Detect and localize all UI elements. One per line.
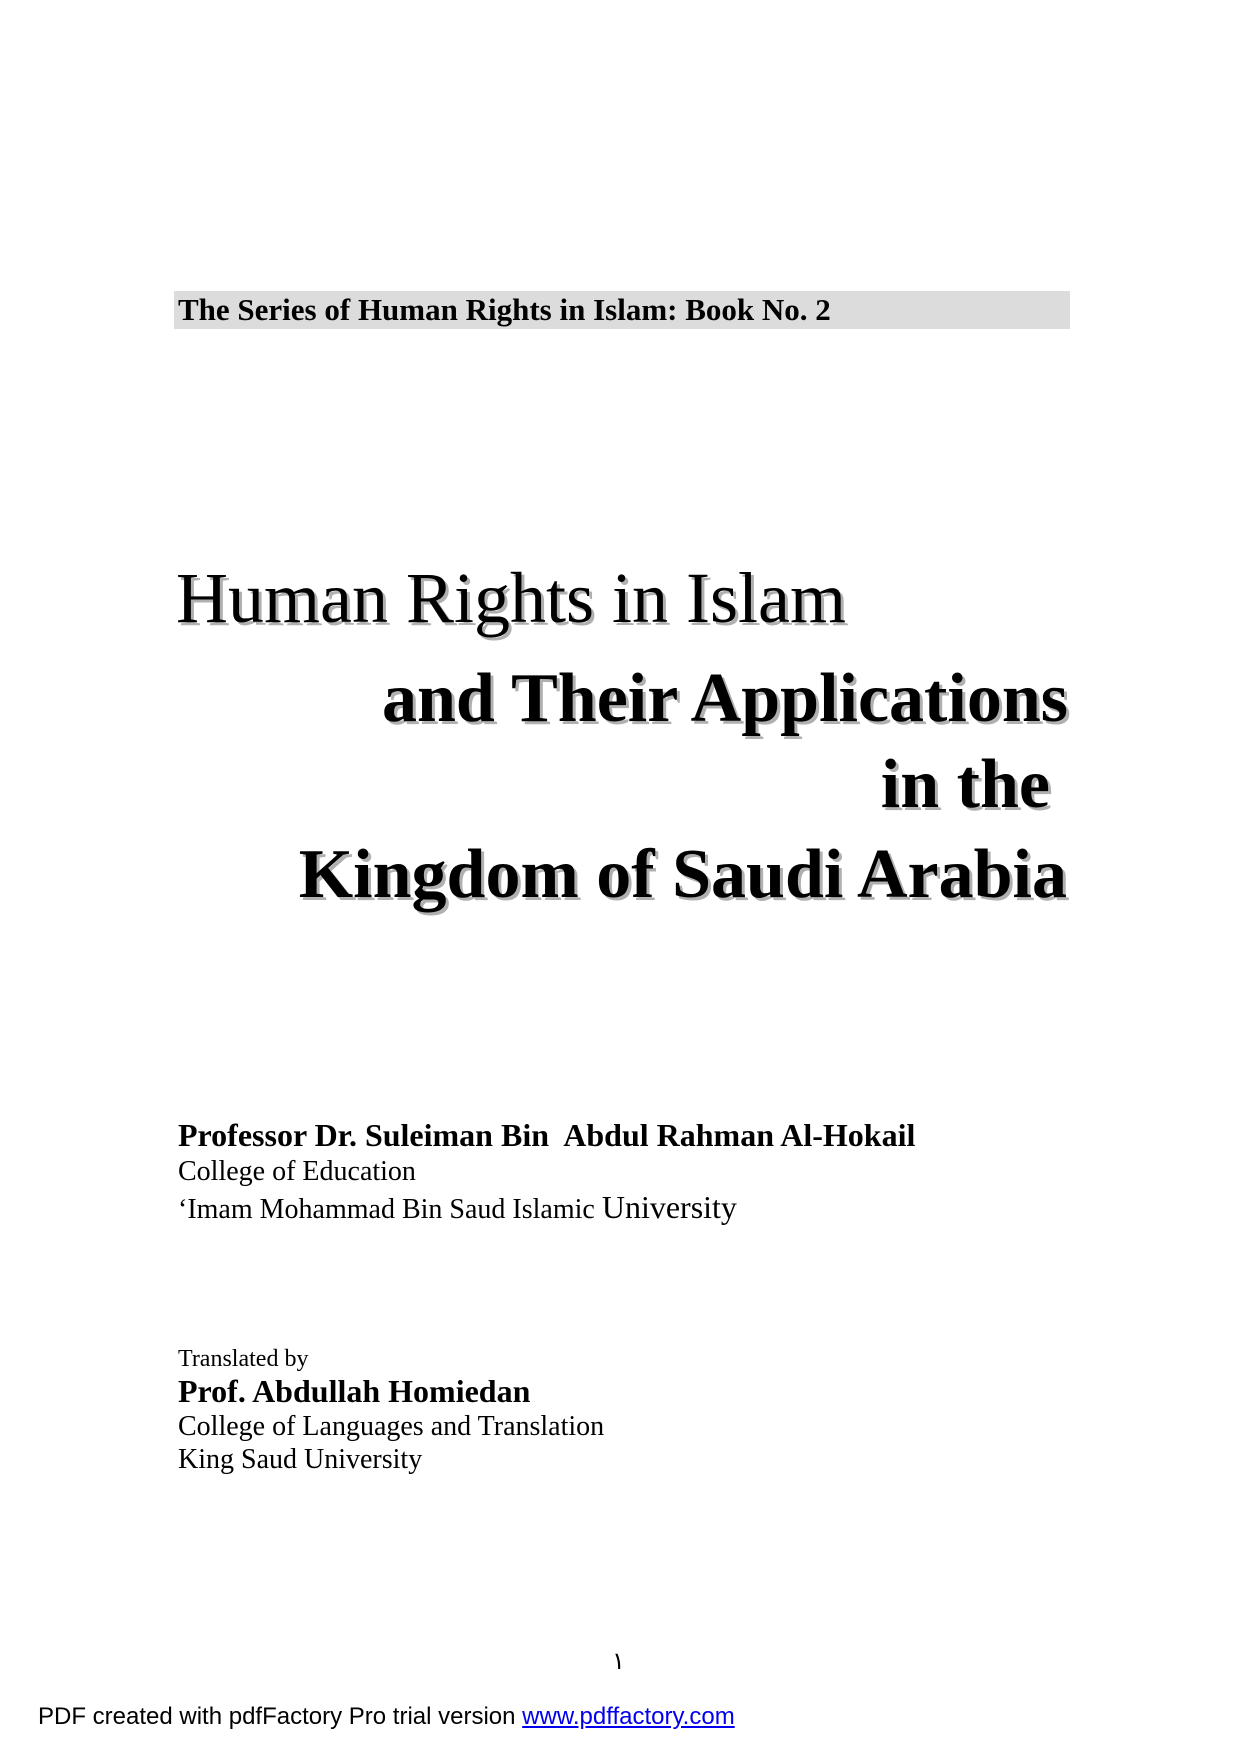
author-university-word: University (601, 1189, 737, 1225)
author-name: Professor Dr. Suleiman Bin Abdul Rahman Al-Hokail (178, 1117, 916, 1153)
title-line-4: Kingdom of Saudi Arabia (298, 836, 1067, 913)
translated-by-label: Translated by (178, 1346, 309, 1372)
title-line-2: and Their Applications (382, 660, 1068, 737)
author-college: College of Education (178, 1156, 416, 1187)
page-number: ١ (612, 1649, 625, 1675)
pdffactory-link[interactable]: www.pdffactory.com (522, 1703, 735, 1730)
translator-university: King Saud University (178, 1444, 423, 1475)
series-label: The Series of Human Rights in Islam: Book No. 2 (178, 292, 831, 327)
title-line-3: in the (880, 746, 1050, 823)
author-university-prefix: ‘Imam Mohammad Bin Saud Islamic (178, 1194, 602, 1225)
pdf-footer (38, 1702, 735, 1732)
title-line-1: Human Rights in Islam (176, 558, 846, 638)
translator-college: College of Languages and Translation (178, 1411, 605, 1442)
author-university (178, 1190, 737, 1227)
translator-name: Prof. Abdullah Homiedan (178, 1373, 531, 1409)
pdf-footer-text: PDF created with pdfFactory Pro trial version (38, 1703, 523, 1730)
